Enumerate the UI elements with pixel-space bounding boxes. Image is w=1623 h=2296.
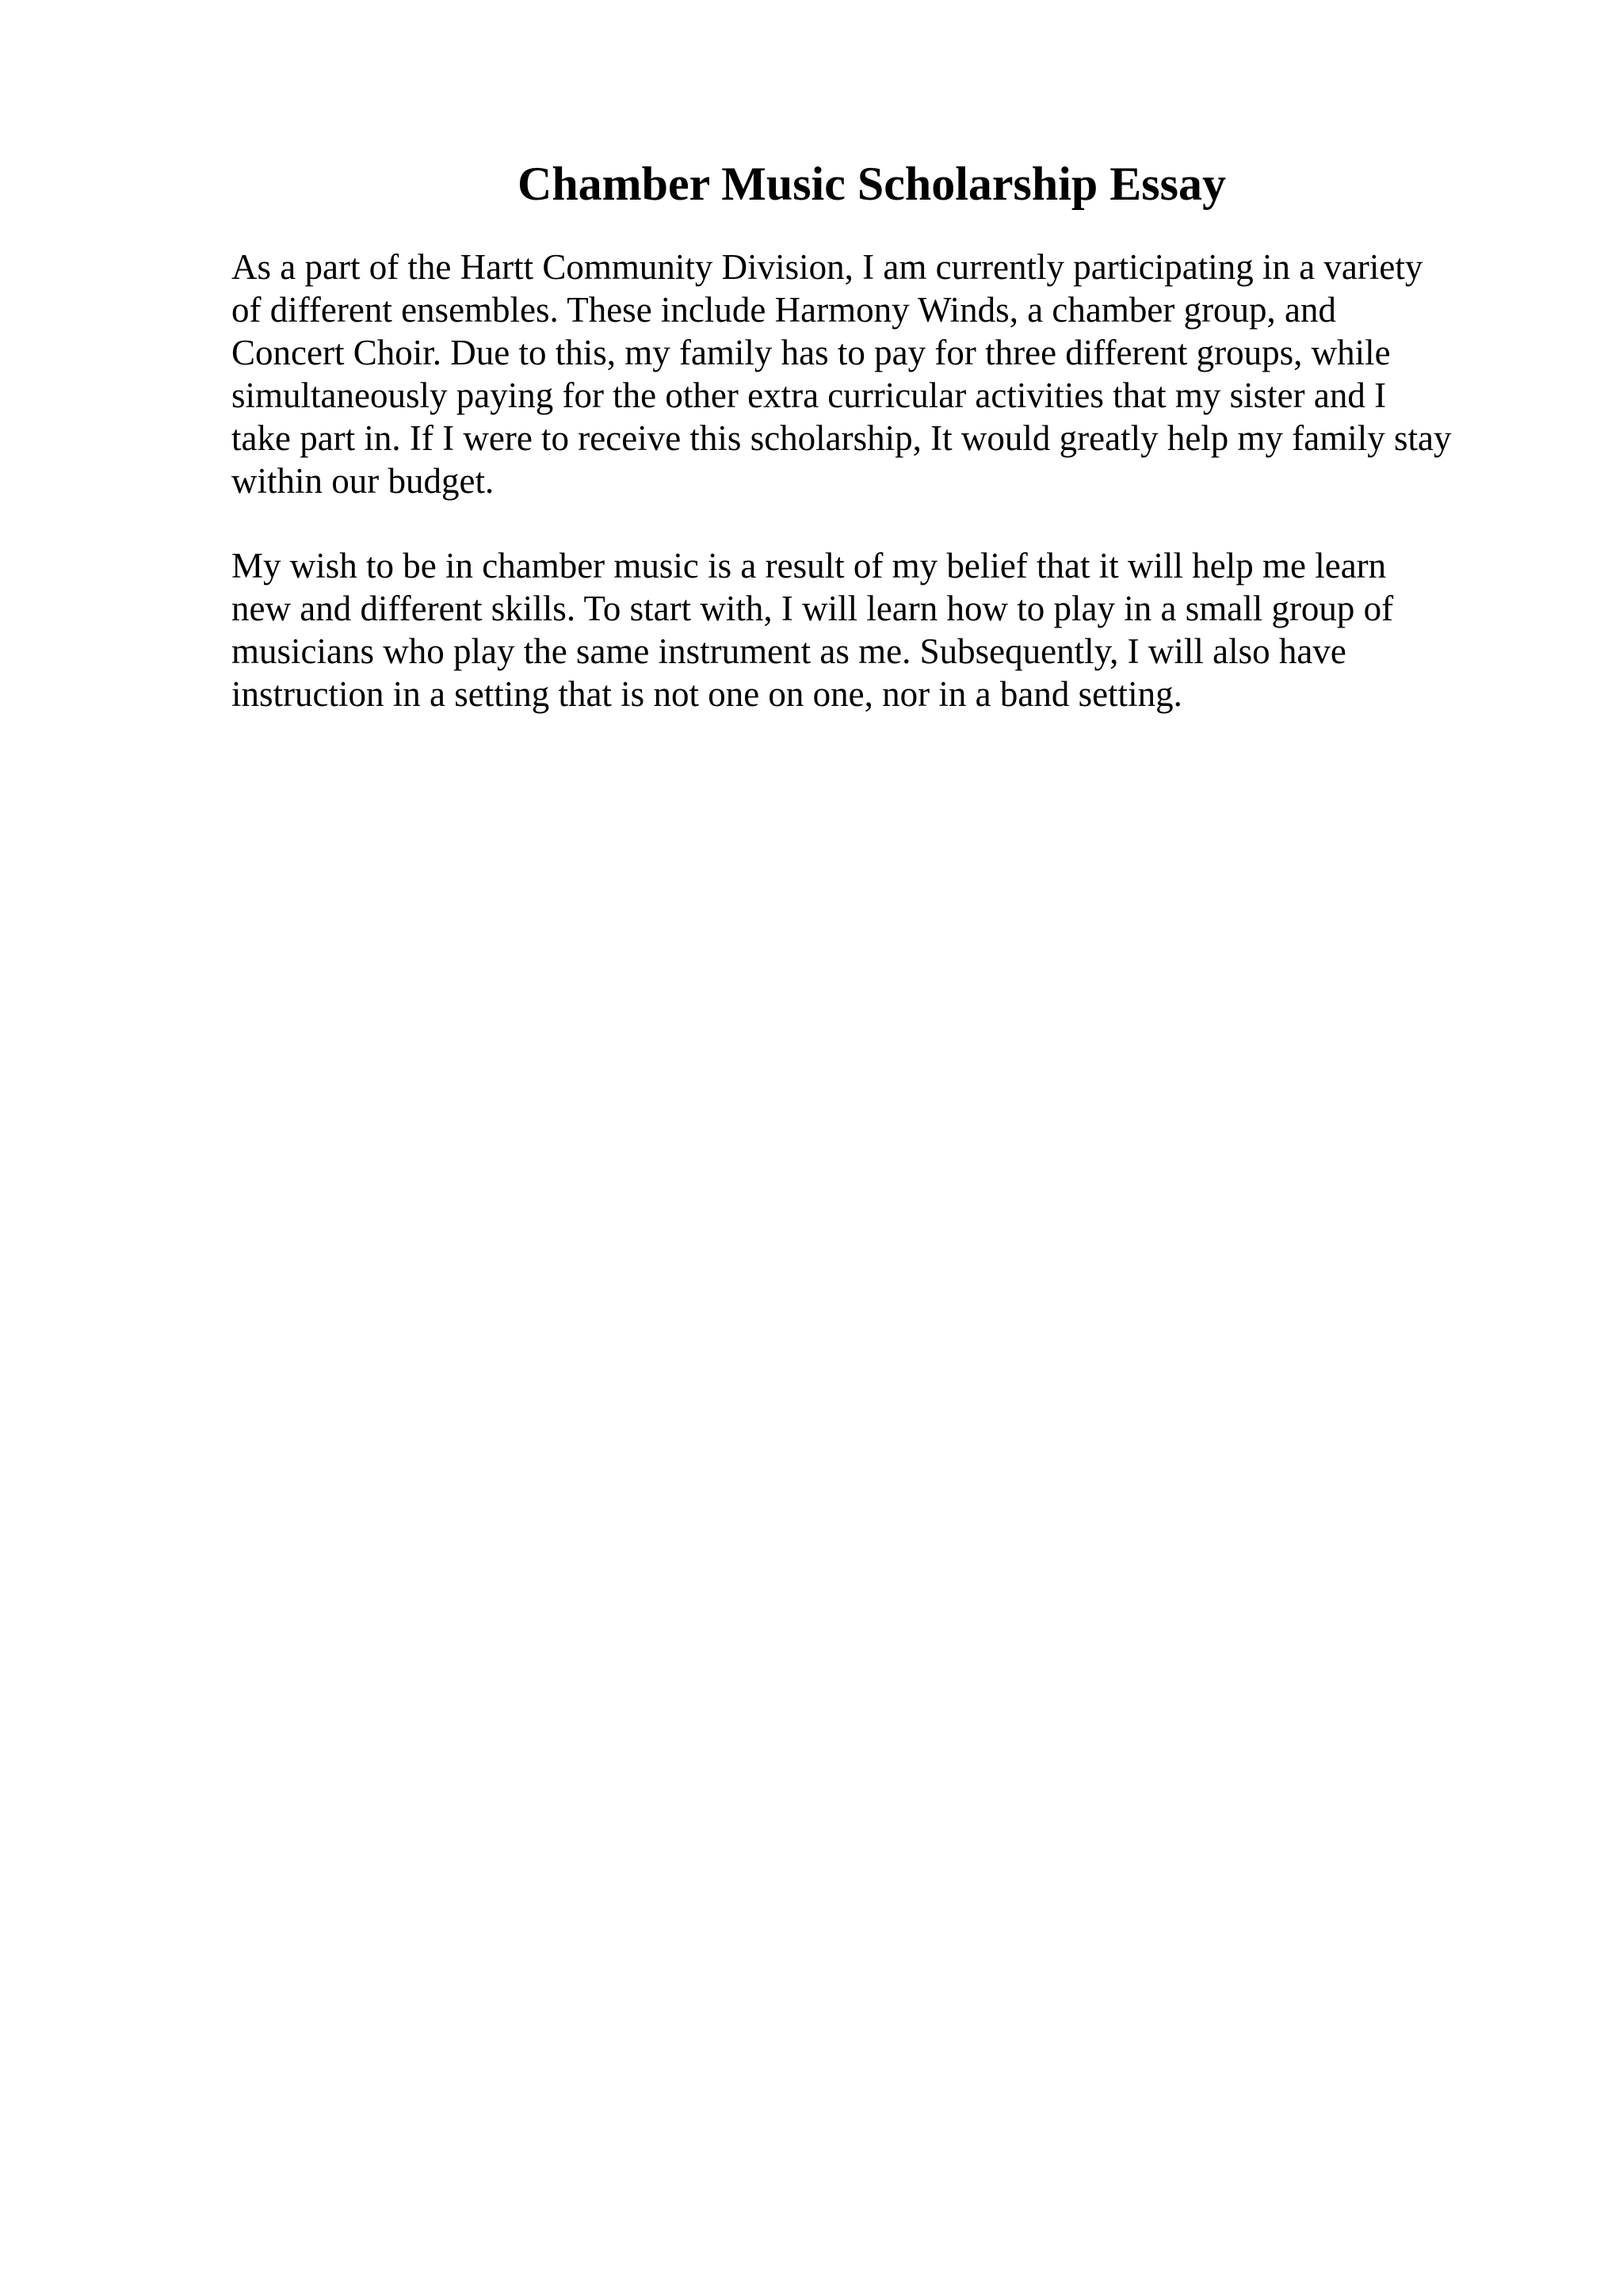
paragraph-line: instruction in a setting that is not one on one, nor in a band setting. (231, 674, 1182, 714)
paragraph-2 (231, 544, 1594, 715)
paragraph-line: musicians who play the same instrument as me. Subsequently, I will also have (231, 631, 1346, 671)
document-title: Chamber Music Scholarship Essay (517, 158, 1227, 210)
paragraph-line: of different ensembles. These include Harmony Winds, a chamber group, and (231, 290, 1337, 330)
paragraph-line: Concert Choir. Due to this, my family has to pay for three different groups, while (231, 333, 1391, 372)
paragraph-1 (231, 246, 1594, 502)
paragraph-line: new and different skills. To start with, I will learn how to play in a small group of (231, 589, 1394, 628)
paragraph-line: take part in. If I were to receive this scholarship, It would greatly help my family stay (231, 418, 1452, 458)
paragraph-line: simultaneously paying for the other extra curricular activities that my sister and I (231, 376, 1387, 415)
paragraph-line: My wish to be in chamber music is a result of my belief that it will help me learn (231, 546, 1387, 585)
paragraph-line: within our budget. (231, 461, 495, 501)
paragraph-line: As a part of the Hartt Community Division, I am currently participating in a variety (231, 247, 1423, 287)
